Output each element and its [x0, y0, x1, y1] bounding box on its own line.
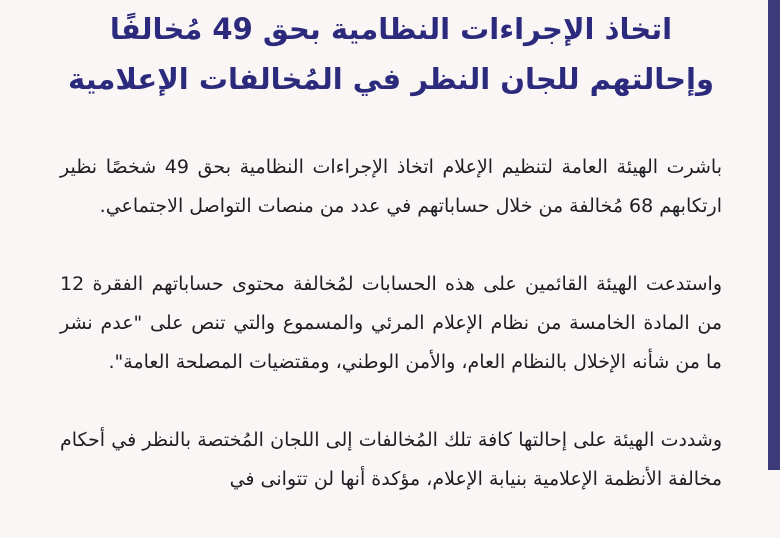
- headline-line-2: وإحالتهم للجان النظر في المُخالفات الإعلامية: [67, 62, 714, 96]
- right-frame-border: [768, 0, 780, 470]
- paragraph-3: وشددت الهيئة على إحالتها كافة تلك المُخالفات إلى اللجان المُختصة بالنظر في أحكام مخالفة الأنظمة الإعلامية بنيابة الإعلام، مؤكدة أنها لن تتوانى في: [60, 429, 722, 490]
- article-content: [60, 0, 722, 538]
- article-headline: [60, 0, 722, 104]
- paragraph-1: باشرت الهيئة العامة لتنظيم الإعلام اتخاذ الإجراءات النظامية بحق 49 شخصًا نظير ارتكابهم 68 مُخالفة من خلال حساباتهم في عدد من منصات التواصل الاجتماعي.: [60, 156, 722, 217]
- headline-line-1: اتخاذ الإجراءات النظامية بحق 49 مُخالفًا: [109, 12, 673, 46]
- article-body: [60, 148, 722, 499]
- paragraph-2: واستدعت الهيئة القائمين على هذه الحسابات لمُخالفة محتوى حساباتهم الفقرة 12 من المادة الخامسة من نظام الإعلام المرئي والمسموع والتي تنص على "عدم نشر ما من شأنه الإخلال بالنظام العام، والأمن الوطني، ومقتضيات المصلحة العامة".: [60, 273, 722, 373]
